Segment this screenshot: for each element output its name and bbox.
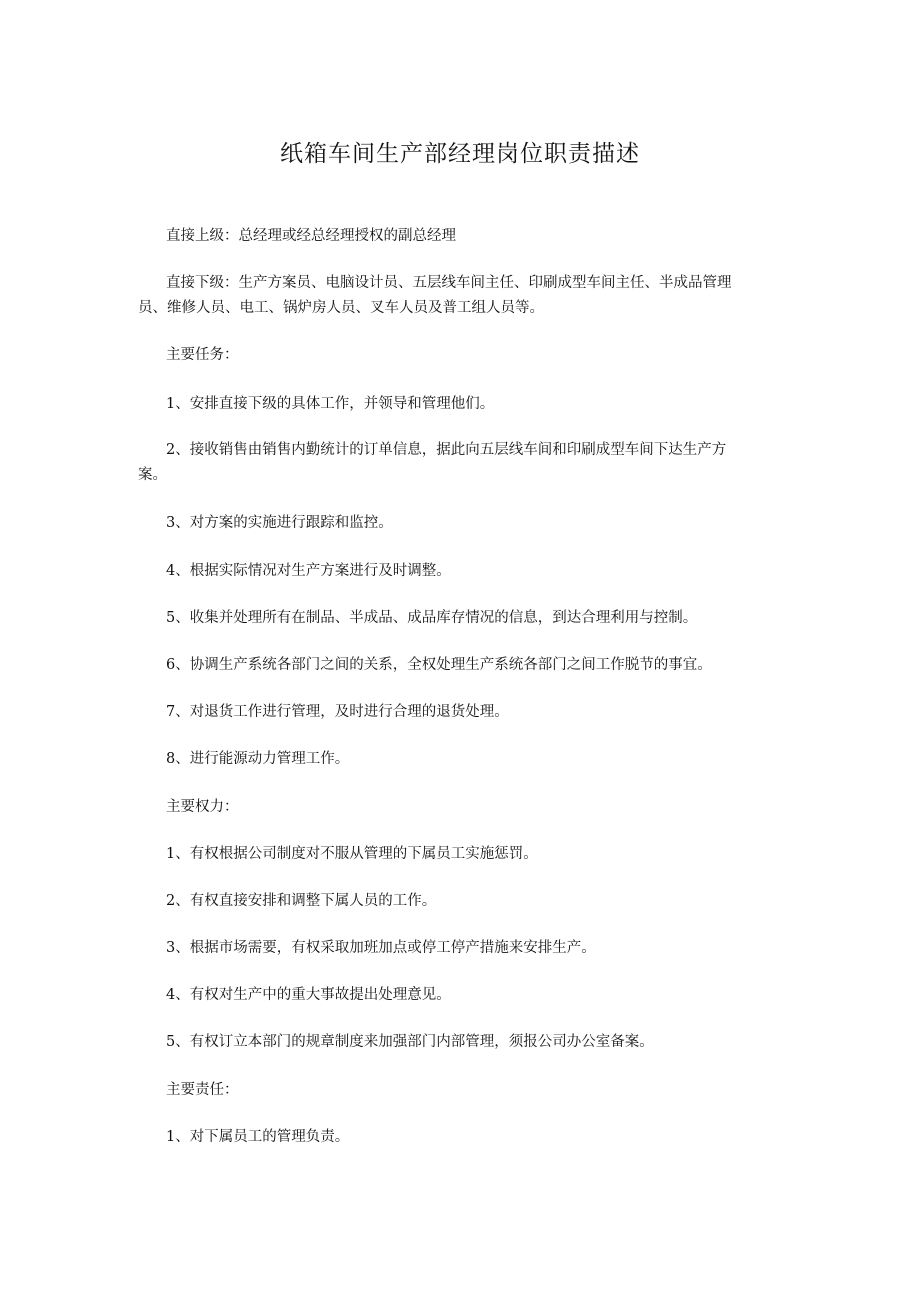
tasks-heading: 主要任务： [166, 347, 239, 363]
power-item: 2、有权直接安排和调整下属人员的工作。 [166, 893, 437, 909]
responsibilities-heading: 主要责任： [166, 1082, 239, 1098]
subordinates-line-1: 直接下级：生产方案员、电脑设计员、五层线车间主任、印刷成型车间主任、半成品管理 [166, 275, 732, 291]
powers-heading: 主要权力： [166, 799, 239, 815]
document-title: 纸箱车间生产部经理岗位职责描述 [280, 141, 640, 167]
task-item: 7、对退货工作进行管理，及时进行合理的退货处理。 [166, 704, 509, 720]
task-item: 6、协调生产系统各部门之间的关系，全权处理生产系统各部门之间工作脱节的事宜。 [166, 657, 712, 673]
superior-line: 直接上级：总经理或经总经理授权的副总经理 [166, 228, 456, 244]
power-item: 5、有权订立本部门的规章制度来加强部门内部管理，须报公司办公室备案。 [166, 1034, 654, 1050]
task-item: 1、安排直接下级的具体工作，并领导和管理他们。 [166, 396, 495, 412]
task-item: 5、收集并处理所有在制品、半成品、成品库存情况的信息，到达合理利用与控制。 [166, 610, 698, 626]
task-item-continuation: 案。 [138, 467, 167, 483]
task-item: 3、对方案的实施进行跟踪和监控。 [166, 515, 393, 531]
task-item: 4、根据实际情况对生产方案进行及时调整。 [166, 563, 451, 579]
power-item: 3、根据市场需要，有权采取加班加点或停工停产措施来安排生产。 [166, 940, 596, 956]
power-item: 1、有权根据公司制度对不服从管理的下属员工实施惩罚。 [166, 846, 538, 862]
subordinates-line-2: 员、维修人员、电工、锅炉房人员、叉车人员及普工组人员等。 [138, 300, 544, 316]
responsibility-item: 1、对下属员工的管理负责。 [166, 1129, 350, 1145]
power-item: 4、有权对生产中的重大事故提出处理意见。 [166, 987, 451, 1003]
task-item: 8、进行能源动力管理工作。 [166, 751, 350, 767]
task-item: 2、接收销售由销售内勤统计的订单信息，据此向五层线车间和印刷成型车间下达生产方 [166, 442, 727, 458]
